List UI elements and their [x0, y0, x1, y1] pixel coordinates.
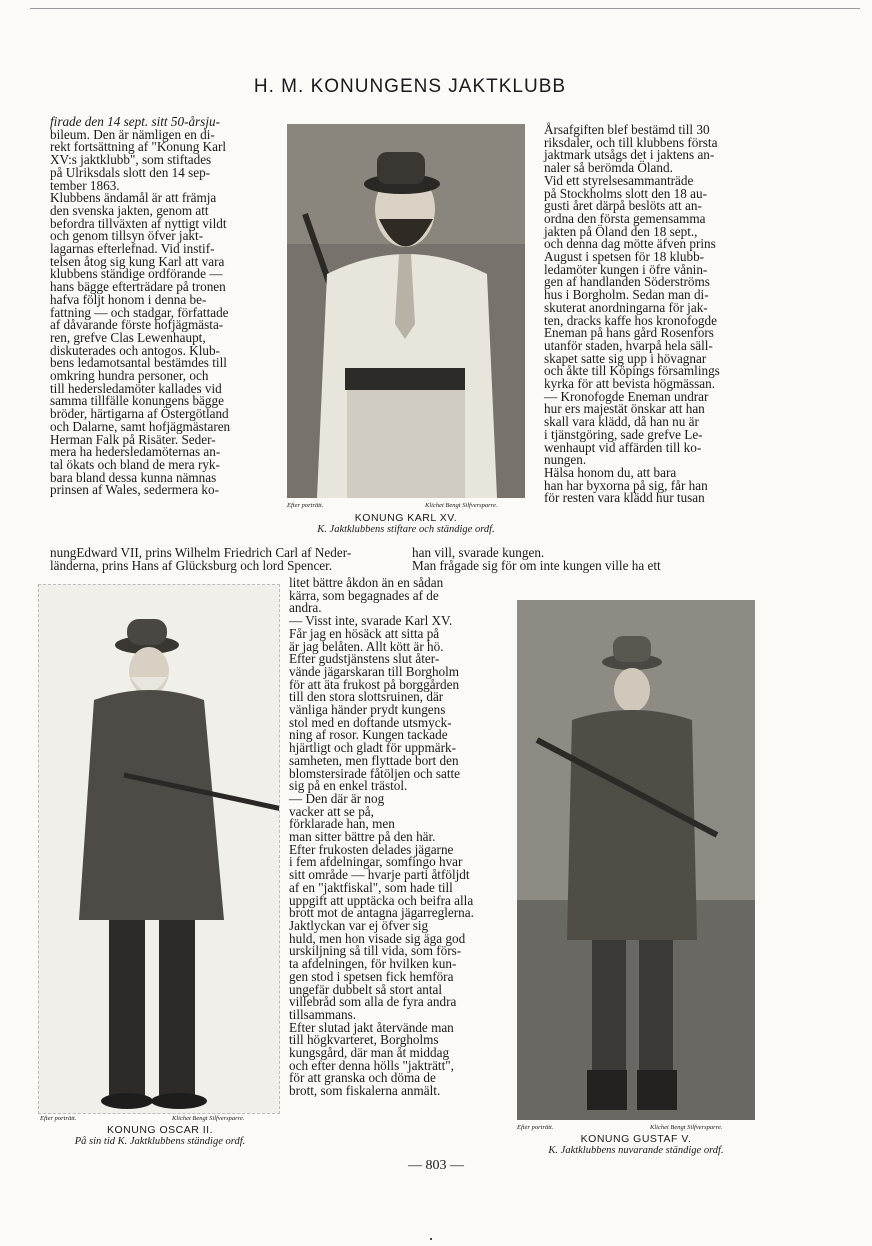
center-column-line: sig på en enkel trästol. [289, 778, 408, 794]
right-column-line: Årsafgiften blef bestämd till 30 [544, 122, 710, 137]
right-column-line: i tjänstgöring, sade grefve Le- [544, 426, 703, 442]
right-column-line: Vid ett styrelsesammanträde [544, 172, 694, 188]
center-column-line: vacker att se på, [289, 803, 374, 819]
left-column-line: och Dalarne, samt hofjägmästaren [50, 418, 231, 434]
center-column-line: hjärtligt och gladt för uppmärk- [289, 740, 456, 756]
karl-caption [270, 512, 542, 536]
left-column-line: rekt fortsättning af "Konung Karl [50, 139, 227, 155]
right-wide-line: han vill, svarade kungen. [412, 545, 545, 560]
center-column-line: kärra, som begagnades af de [289, 587, 439, 603]
portrait-oscar-ii [38, 584, 280, 1114]
left-column-line: af dåvarande förste hofjägmästa- [50, 317, 224, 333]
center-column-line: vänliga händer prydt kungens [289, 702, 446, 718]
right-column-line: skuterat anordningarna för jak- [544, 299, 708, 315]
center-column-line: af en "jaktfiskal", som hade till [289, 879, 453, 895]
right-column-line: jakten på Öland den 18 sept., [544, 223, 698, 239]
center-column-line: huld, men hon visade sig äga god [289, 930, 466, 946]
left-column-line: tal ökats och bland de mera ryk- [50, 456, 220, 472]
left-column-line: Herman Falk på Risäter. Seder- [50, 431, 216, 447]
center-column-line: Efter gudstjänstens slut åter- [289, 651, 440, 667]
right-column-line: och denna dag mötte äfven prins [544, 236, 716, 252]
right-column-line: naler så berömda Öland. [544, 160, 673, 176]
center-column-line: — Den där är nog [289, 790, 385, 806]
left-column-line: firade den 14 sept. sitt 50-årsju- [50, 114, 220, 129]
center-column-line: Efter slutad jakt återvände man [289, 1019, 454, 1035]
center-column-line: för att äta frukost på borggården [289, 676, 460, 692]
left-column-line: fattning — och stadgar, författade [50, 304, 229, 320]
right-wide-lines [412, 547, 762, 572]
left-column-line: på Ulriksdals slott den 14 sep- [50, 164, 211, 180]
right-column-line: riksdaler, och till klubbens första [544, 134, 718, 150]
center-column-line: kungsgård, där man åt middag [289, 1045, 450, 1061]
oscar-photo-credit-left: Efter porträtt. [40, 1115, 77, 1122]
right-column-line: ordna den första gemensamma [544, 210, 706, 226]
right-column-line: Hälsa honom du, att bara [544, 464, 677, 480]
karl-photo-credit-right: Klichet Bengt Silfversparre. [425, 502, 498, 509]
center-column-line: sitt område — hvarje parti åtföljdt [289, 867, 470, 883]
left-column-line: tember 1863. [50, 177, 120, 193]
right-column-line: han har byxorna på sig, får han [544, 477, 708, 493]
left-column-line: klubbens ständige ordförande — [50, 266, 223, 282]
left-wide-line: länderna, prins Hans af Glücksburg och lord Spencer. [50, 557, 333, 573]
center-column-line: tillsammans. [289, 1006, 357, 1022]
left-column-line: bileum. Den är nämligen en di- [50, 126, 215, 142]
center-column-line: litet bättre åkdon än en sådan [289, 575, 444, 590]
right-column-line: kyrka för att bevista högmässan. [544, 376, 716, 392]
left-column-line: XV:s jaktklubb", som stiftades [50, 152, 212, 168]
right-column-line: och åkte till Köpings församlings [544, 363, 720, 379]
page-title: H. M. KONUNGENS JAKTKLUBB [253, 76, 567, 97]
center-column-line: förklarade han, men [289, 816, 395, 832]
center-column-line: ungefär dubbelt så stort antal [289, 981, 443, 997]
center-column-line: urskiljning så till vida, som förs- [289, 943, 462, 959]
center-column-line: till den stora slottsruinen, där [289, 689, 444, 705]
right-column-line: wenhaupt vid affärden till ko- [544, 439, 702, 455]
top-rule [30, 8, 860, 9]
karl-caption-subtitle: K. Jaktklubbens stiftare och ständige ordf. [317, 524, 495, 535]
center-column-line: blomstersirade fåtöljen och satte [289, 765, 461, 781]
left-column-line: omkring hundra personer, och [50, 368, 209, 384]
center-column-line: och efter denna hölls "jakträtt", [289, 1057, 454, 1073]
left-column-line: bens ledamotsantal bestämdes till [50, 355, 227, 371]
center-column-line: vände jägarskaran till Borgholm [289, 663, 460, 679]
right-text-column [544, 124, 762, 505]
center-column-line: Jaktlyckan var ej öfver sig [289, 917, 429, 933]
left-column-line: den svenska jakten, genom att [50, 202, 209, 218]
left-column-line: lagarnas efterlefnad. Vid instif- [50, 241, 215, 257]
right-column-line: för resten vara klädd hur tusan [544, 490, 705, 506]
portrait-karl-xv [287, 124, 525, 498]
right-column-line: gen af handlanden Söderströms [544, 274, 710, 290]
right-column-line: skapet satte sig upp i hövagnar [544, 350, 707, 366]
gustaf-caption-name: KONUNG GUSTAF V. [580, 1133, 692, 1145]
left-text-column [50, 116, 272, 497]
left-column-line: hafva följt honom i denna be- [50, 291, 207, 307]
oscar-caption-name: KONUNG OSCAR II. [106, 1124, 213, 1136]
center-column-line: stol med en doftande utsmyck- [289, 714, 452, 730]
left-wide-lines [50, 547, 430, 572]
oscar-caption-subtitle: På sin tid K. Jaktklubbens ständige ordf. [74, 1136, 246, 1147]
center-column-line: gen stod i spetsen fick hemföra [289, 968, 454, 984]
left-column-line: telsen åtog sig kung Karl att vara [50, 253, 225, 269]
right-column-line: hur ers majestät önskar att han [544, 401, 705, 417]
oscar-photo-credit-right: Klichet Bengt Silfversparre. [172, 1115, 245, 1122]
gustaf-photo-credit-left: Efter porträtt. [517, 1124, 554, 1131]
portrait-gustaf-v [517, 600, 755, 1120]
left-column-line: till hedersledamöter kallades vid [50, 380, 222, 396]
gustaf-caption [506, 1133, 766, 1157]
center-column-line: brott mot de antagna jägarreglerna. [289, 905, 474, 921]
right-column-line: hus i Borgholm. Sedan man di- [544, 287, 709, 303]
center-column-line: i fem afdelningar, somfingo hvar [289, 854, 463, 870]
center-column-line: för att granska och döma de [289, 1070, 436, 1086]
karl-photo-credit-left: Efter porträtt. [287, 502, 324, 509]
left-column-line: Klubbens ändamål är att främja [50, 190, 217, 206]
right-wide-line: Man frågade sig för om inte kungen ville ha ett [412, 557, 661, 573]
left-column-line: ren, grefve Clas Lewenhaupt, [50, 329, 206, 345]
left-column-line: hans bägge efterträdare på tronen [50, 279, 226, 295]
center-column-line: brott, som fiskalerna anmält. [289, 1083, 441, 1099]
right-column-line: på Stockholms slott den 18 au- [544, 185, 707, 201]
left-column-line: befordra tillväxten af nyttigt vildt [50, 215, 227, 231]
right-column-line: ten, dracks kaffe hos kronofogde [544, 312, 717, 328]
print-speck [430, 1238, 432, 1240]
karl-caption-name: KONUNG KARL XV. [354, 512, 458, 524]
center-column-line: till högkvarteret, Borgholms [289, 1032, 439, 1048]
right-column-line: August i spetsen för 18 klubb- [544, 249, 705, 265]
center-column-line: samheten, men flyttade bort den [289, 752, 459, 768]
page-number: — 803 — [408, 1158, 464, 1173]
center-column-line: ta afdelningen, för hvilken kun- [289, 956, 457, 972]
center-column-line: ning af rosor. Kungen tackade [289, 727, 448, 743]
gustaf-caption-subtitle: K. Jaktklubbens nuvarande ständige ordf. [548, 1145, 724, 1156]
center-column-line: andra. [289, 600, 322, 616]
left-column-line: prinsen af Wales, sedermera ko- [50, 482, 219, 498]
center-column-line: — Visst inte, svarade Karl XV. [289, 613, 453, 629]
left-wide-line: nungEdward VII, prins Wilhelm Friedrich Carl af Neder- [50, 545, 352, 560]
right-column-line: — Kronofogde Eneman undrar [544, 388, 709, 404]
gustaf-photo-credit-right: Klichet Bengt Silfversparre. [650, 1124, 723, 1131]
left-column-line: samma tillfälle konungens bägge [50, 393, 224, 409]
left-column-line: mera ha hedersledamöternas an- [50, 444, 221, 460]
left-column-line: diskuterades och antogos. Klub- [50, 342, 220, 358]
left-column-line: bröder, härtigarna af Östergötland [50, 406, 229, 422]
center-column-line: uppgift att upptäcka och beifra alla [289, 892, 474, 908]
right-column-line: utanför staden, hvarpå hela säll- [544, 337, 713, 353]
right-column-line: Eneman på hans gård Rosenfors [544, 325, 714, 341]
center-column-line: Efter frukosten delades jägarne [289, 841, 454, 857]
center-column-line: man sitter bättre på den här. [289, 829, 436, 845]
center-column-line: Får jag en hösäck att sitta på [289, 625, 440, 641]
center-column-line: villebråd som alla de fyra andra [289, 994, 457, 1010]
left-column-line: bara bland dessa kunna nämnas [50, 469, 217, 485]
right-column-line: gusti året därpå beslöts att an- [544, 198, 702, 214]
right-column-line: jaktmark utsågs det i jaktens an- [544, 147, 715, 163]
oscar-caption [40, 1124, 280, 1148]
left-column-line: och genom tillsyn öfver jakt- [50, 228, 204, 244]
right-column-line: nungen. [544, 452, 587, 468]
center-column-line: är jag belåten. Allt kött är hö. [289, 638, 444, 654]
right-column-line: skall vara klädd, då han nu är [544, 414, 699, 430]
center-text-column [289, 577, 501, 1098]
right-column-line: ledamöter kungen i öfre vånin- [544, 261, 708, 277]
